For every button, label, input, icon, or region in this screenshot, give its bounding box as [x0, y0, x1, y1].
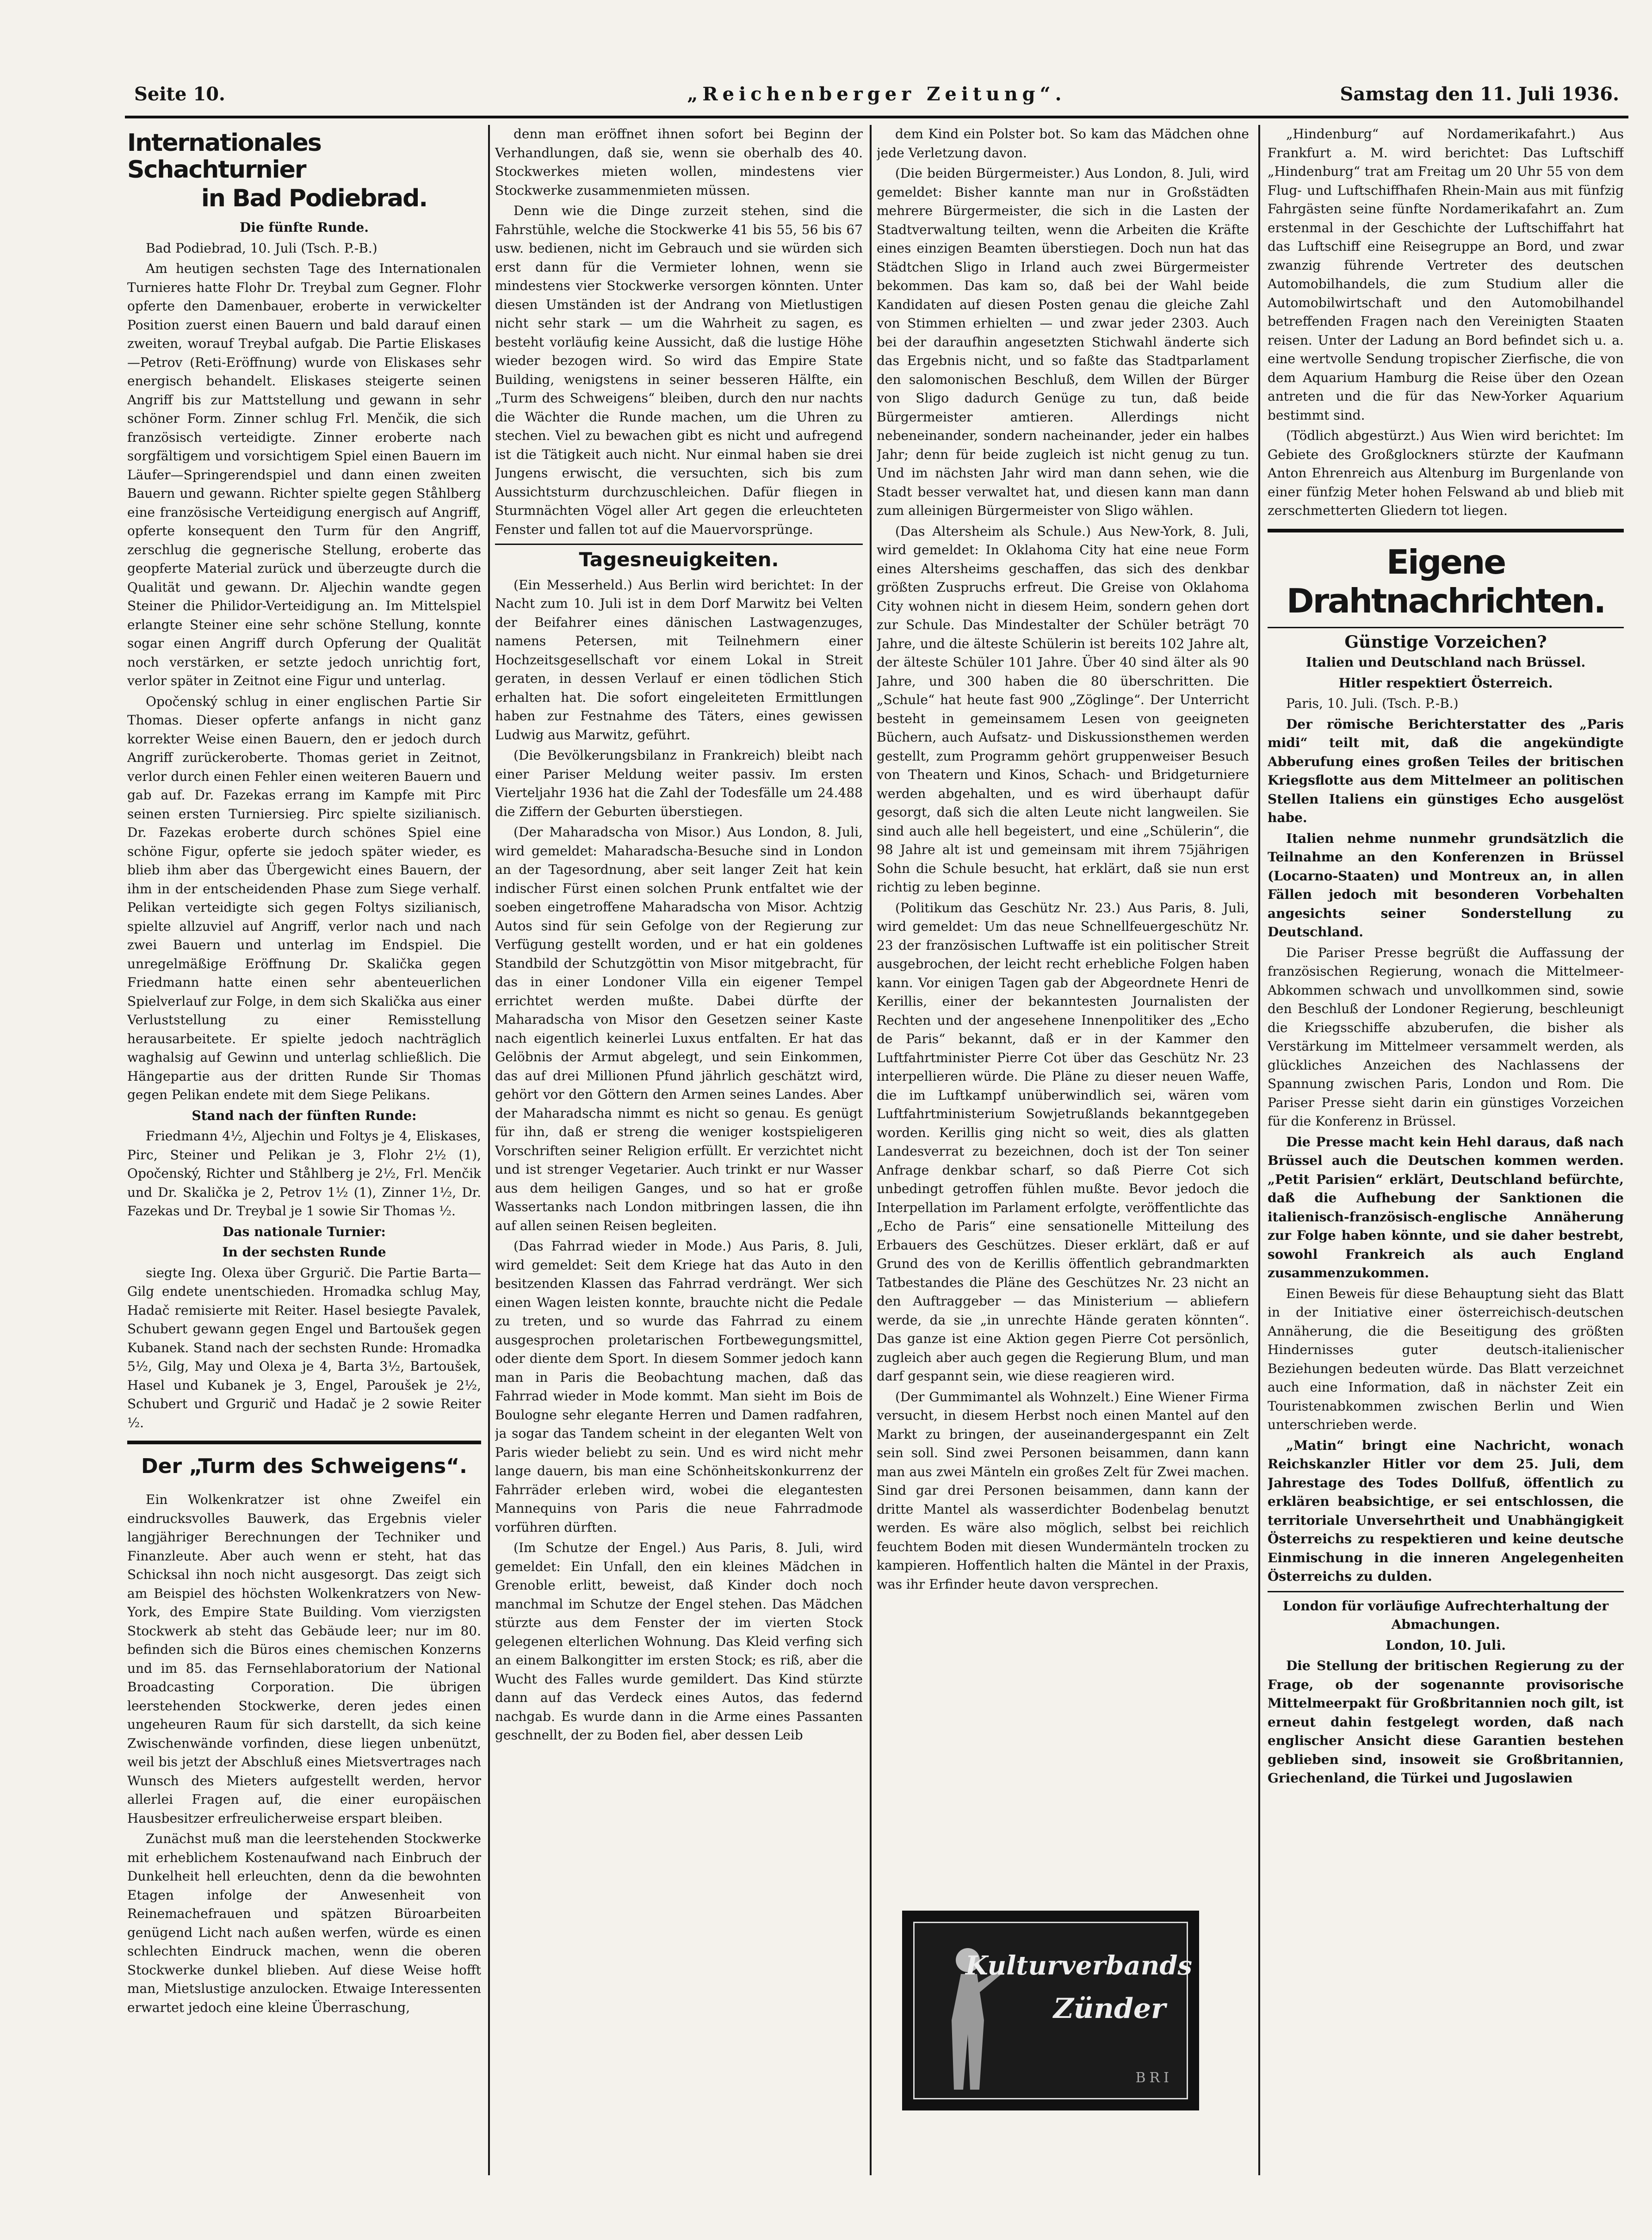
wire-paragraph: Die Stellung der britischen Regierung zu der Frage, ob der sogenannte provisorische Mittelmeerpakt für Großbritannien noch gilt, ist erneut dahin festgelegt worden, daß nach englischer Ansicht diese Garantien bestehen geblieben sind, insoweit sie Großbritannien, Griechenland, die Türkei und Jugoslawien	[1268, 1658, 1624, 1786]
news-item: dem Kind ein Polster bot. So kam das Mädchen ohne jede Verletzung davon.	[877, 126, 1249, 161]
newspaper-title: „Reichenberger Zeitung“.	[687, 83, 1066, 105]
section-divider	[495, 544, 863, 545]
ad-brand: BRI	[1135, 2070, 1173, 2086]
turm-paragraph: Denn wie die Dinge zurzeit stehen, sind die Fahrstühle, welche die Stockwerke 41 bis 55, 56 bis 67 usw. bedienen, nicht im Gebrauch und sie würden sich erst dann für die Vermieter lohnen, wenn sie mindestens vier Stockwerke versorgen könnten. Unter diesen Umständen ist der Andrang von Mietlustigen nicht sehr stark — um die Wahrheit zu sagen, es besteht vorläufig keine Aussicht, daß die lustige Höhe wieder bezogen wird. So wird das Empire State Building, wenigstens in seiner besseren Hälfte, ein „Turm des Schweigens“ bleiben, durch den nur nachts die Wächter die Runde machen, um die Uhren zu stechen. Viel zu bewachen gibt es nicht und aufregend ist die Tätigkeit auch nicht. Nur einmal haben sie drei Jungens erwischt, die versuchten, sich bis zum Aussichtsturm durchzuschleichen. Dafür fliegen in Sturmnächten Vögel aller Art gegen die erleuchteten Fenster und fallen tot auf die Mauervorsprünge.	[495, 203, 863, 537]
page-number: Seite 10.	[134, 83, 225, 105]
ad-frame	[913, 1922, 1193, 2099]
section-divider	[1268, 627, 1624, 628]
column-rule	[1258, 125, 1260, 2175]
wire-paragraph: Die Presse macht kein Hehl daraus, daß nach Brüssel auch die Deutschen kommen werden. „Petit Parisien“ erklärt, Deutschland befürchte, daß die Aufhebung der Sanktionen die italienisch-französisch-englische Annäherung zur Folge haben könnte, und sie daher bestrebt, sowohl Frankreich als auch England zusammenzukommen.	[1268, 1134, 1624, 1281]
wire-paragraph: Einen Beweis für diese Behauptung sieht das Blatt in der Initiative einer österreichisch-deutschen Annäherung, die die Beseitigung des größten Hindernisses guter deutsch-italienischer Beziehungen bedeuten würde. Das Blatt verzeichnet auch eine Information, daß in nächster Zeit ein Touristenabkommen zwischen Berlin und Wien unterschrieben werde.	[1268, 1286, 1624, 1432]
news-item: (Die beiden Bürgermeister.) Aus London, 8. Juli, wird gemeldet: Bisher kannte man nur in Großstädten mehrere Bürgermeister, die sich in die Lasten der Stadtverwaltung teilten, wenn die Arbeiten die Kräfte eines einzigen Beamten überstiegen. Doch nun hat das Städtchen Sligo in Irland auch zwei Bürgermeister bekommen. Das kam so, daß bei der Wahl beide Kandidaten auf diesen Posten genau die gleiche Zahl von Stimmen erhielten — und zwar jeder 2303. Auch bei der daraufhin angesetzten Stichwahl änderte sich das Ergebnis nicht, und so faßte das Stadtparlament den salomonischen Beschluß, dem Willen der Bürger von Sligo dadurch Genüge zu tun, daß beide Bürgermeister amtieren. Allerdings nicht nebeneinander, sondern nacheinander, jeder ein halbes Jahr; denn für beide zugleich ist nicht genug zu tun. Und im nächsten Jahr wird man dann sehen, wie die Stadt besser verwaltet hat, und diesen kann man dann zum alleinigen Bürgermeister von Sligo wählen.	[877, 166, 1249, 518]
news-item: (Im Schutze der Engel.) Aus Paris, 8. Juli, wird gemeldet: Ein Unfall, den ein kleines Mädchen in Grenoble erlitt, beweist, daß Kinder doch noch manchmal im Schutze der Engel stehen. Das Mädchen stürzte aus dem Fenster der im vierten Stock gelegenen elterlichen Wohnung. Das Kleid verfing sich an einem Balkongitter im ersten Stock; es riß, aber die Wucht des Falles wurde gemildert. Das Kind stürzte dann auf das Verdeck eines Autos, das federnd nachgab. Es wurde dann in die Arme eines Passanten geschnellt, der zu Boden fiel, aber dessen Leib	[495, 1540, 863, 1743]
national-round-heading: In der sechsten Runde	[222, 1244, 386, 1260]
column-1	[127, 125, 481, 2194]
ad-subline: Zünder	[1053, 1992, 1166, 2025]
wire-paragraph: Der römische Berichterstatter des „Paris midi“ teilt mit, daß die angekündigte Abberufung eines großen Teiles der britischen Kriegsflotte aus dem Mittelmeer an politischen Stellen Italiens ein günstiges Echo ausgelöst habe.	[1268, 716, 1624, 825]
news-item: (Politikum das Geschütz Nr. 23.) Aus Paris, 8. Juli, wird gemeldet: Um das neue Schnellfeuergeschütz Nr. 23 der französischen Luftwaffe ist ein politischer Streit ausgebrochen, der leicht recht erhebliche Folgen haben kann. Vor einigen Tagen gab der Abgeordnete Henri de Kerillis, einer der bekanntesten Journalisten der Rechten und der angesehene Innenpolitiker des „Echo de Paris“ bekannt, daß er in der Kammer den Luftfahrtminister Pierre Cot über das Geschütz Nr. 23 interpellieren würde. Die Pläne zu dieser neuen Waffe, die im Luftkampf unüberwindlich sei, wären vom Luftfahrtministerium Sowjetrußlands bekanntgegeben worden. Kerillis ging nicht so weit, dies als glatten Landesverrat zu bezeichnen, doch ist der Ton seiner Anfrage denkbar scharf, so daß Pierre Cot sich unbedingt getroffen fühlen mußte. Bevor jedoch die Interpellation im Parlament erfolgte, veröffentlichte das „Echo de Paris“ eine sensationelle Mitteilung des Erbauers des Geschützes. Dieser erklärt, daß er auf Grund des von de Kerillis öffentlich gebrandmarkten Tatbestandes die Pläne des Geschützes Nr. 23 nicht an den Auftraggeber — das Ministerium — abliefern werde, da sie „in unrechte Hände geraten könnten“. Das ganze ist eine Aktion gegen Pierre Cot persönlich, zugleich aber auch gegen die Regierung Blum, und man darf gespannt sein, wie diese reagieren wird.	[877, 900, 1249, 1384]
issue-date: Samstag den 11. Juli 1936.	[1340, 83, 1619, 105]
wire-paragraph: „Matin“ bringt eine Nachricht, wonach Reichskanzler Hitler vor dem 25. Juli, dem Jahrestage des Todes Dollfuß, öffentlich zu erklären beabsichtige, er sei entschlossen, die territoriale Unversehrtheit und Unabhängigkeit Österreichs zu respektieren und keine deutsche Einmischung in die inneren Angelegenheiten Österreichs zu dulden.	[1268, 1437, 1624, 1584]
turm-article-title: Der „Turm des Schweigens“.	[141, 1454, 467, 1478]
london-heading: London für vorläufige Aufrechterhaltung der Abmachungen.	[1282, 1598, 1609, 1632]
vorzeichen-subtitle-2: Hitler respektiert Österreich.	[1338, 675, 1553, 691]
column-2	[495, 125, 863, 2194]
news-item: (Der Gummimantel als Wohnzelt.) Eine Wiener Firma versucht, in diesem Herbst noch einen Mantel auf den Markt zu bringen, der auseinandergespannt ein Zelt sein soll. Sind zwei Personen beisammen, dann kann man aus zwei Mänteln ein großes Zelt für Zwei machen. Sind gar drei Personen beisammen, dann kann der dritte Mantel als wasserdichter Bodenbelag benutzt werden. Es wäre also möglich, selbst bei reichlich feuchtem Boden mit diesen Wundermänteln trocken zu kampieren. Hoffentlich halten die Mäntel in der Praxis, was ihr Erfinder heute davon versprechen.	[877, 1389, 1249, 1592]
chess-paragraph: Opočenský schlug in einer englischen Partie Sir Thomas. Dieser opferte anfangs in nicht ganz korrekter Weise einen Bauern, den er jedoch durch Angriff zurückeroberte. Thomas geriet in Zeitnot, verlor durch einen Fehler einen weiteren Bauern und gab auf. Dr. Fazekas errang im Kampfe mit Pirc seinen ersten Turniersieg. Pirc spielte sizilianisch. Dr. Fazekas eroberte durch schönes Spiel eine schöne Figur, opferte sie jedoch später wieder, es blieb ihm aber das Übergewicht eines Bauern, der ihm in der entscheidenden Phase zum Siege verhalf. Pelikan verteidigte sich gegen Foltys sizilianisch, spielte allzuviel auf Angriff, verlor nach und nach zwei Bauern und unterlag im Endspiel. Die unregelmäßige Eröffnung Dr. Skalička gegen Friedmann hatte einen sehr abenteuerlichen Spielverlauf zur Folge, in dem sich Skalička aus einer Verluststellung zu einer Remisstellung herausarbeitete. Er spielte jedoch nachträglich waghalsig auf Gewinn und unterlag schließlich. Die Hängepartie aus der dritten Runde Sir Thomas gegen Pelikan endete mit dem Siege Pelikans.	[127, 693, 481, 1102]
vorzeichen-subtitle-1: Italien und Deutschland nach Brüssel.	[1306, 655, 1586, 670]
header-rule	[125, 116, 1628, 118]
news-item: „Hindenburg“ auf Nordamerikafahrt.) Aus Frankfurt a. M. wird berichtet: Das Luftschiff „Hindenburg“ trat am Freitag um 20 Uhr 55 von dem Flug- und Luftschiffhafen Rhein-Main aus mit fünfzig Fahrgästen seine fünfte Nordamerikafahrt an. Zum erstenmal in der Geschichte der Luftschiffahrt hat das Luftschiff eine Reisegruppe an Bord, und zwar zwanzig führende Vertreter des deutschen Automobilhandels, die zum Studium aller die Automobilwirtschaft und den Automobilhandel betreffenden Fragen nach den Vereinigten Staaten reisen. Unter der Ladung an Bord befindet sich u. a. eine wertvolle Sendung tropischer Zierfische, die von dem Aquarium Hamburg die Reise über den Ozean antreten und die für das New-Yorker Aquarium bestimmt sind.	[1268, 126, 1624, 423]
tagesneuigkeiten-title: Tagesneuigkeiten.	[579, 548, 779, 571]
chess-dateline: Bad Podiebrad, 10. Juli (Tsch. P.-B.)	[146, 240, 377, 256]
dateline-london: London, 10. Juli.	[1386, 1637, 1506, 1653]
chess-paragraph: Am heutigen sechsten Tage des Internationalen Turnieres hatte Flohr Dr. Treybal zum Gegner. Flohr opferte den Damenbauer, eroberte in verwickelter Position zuerst einen Bauern und bald darauf einen zweiten, worauf Treybal aufgab. Die Partie Eliskases—Petrov (Reti-Eröffnung) wurde von Eliskases sehr energisch behandelt. Eliskases steigerte seinen Angriff bis zur Mattstellung und gewann in sehr schöner Form. Zinner schlug Frl. Menčik, die sich französisch verteidigte. Zinner eroberte nach sorgfältigem und vorsichtigem Spiel einen Bauern im Läufer—Springerendspiel und dann einen zweiten Bauern und gewann. Richter spielte gegen Ståhlberg eine französische Verteidigung energisch auf Angriff, opferte konsequent den Turm für den Angriff, zerschlug die gegnerische Stellung, eroberte das geopferte Material zurück und überzeugte durch die Qualität und gewann. Dr. Aljechin wandte gegen Steiner die Philidor-Verteidigung an. Im Mittelspiel erlangte Steiner eine sehr schöne Stellung, konnte sogar einen Angriff durch Opferung der Qualität noch verstärken, er setzte jedoch unrichtig fort, verlor später in Zeitnot eine Figur und unterlag.	[127, 261, 481, 688]
turm-paragraph: Ein Wolkenkratzer ist ohne Zweifel ein eindrucksvolles Bauwerk, das Ergebnis vieler langjähriger Berechnungen der Techniker und Finanzleute. Aber auch wenn er steht, hat das Schicksal ihn noch nicht ausgesorgt. Das zeigt sich am Beispiel des höchsten Wolkenkratzers von New-York, des Empire State Building. Vom vierzigsten Stockwerk ab steht das Gebäude leer; nur im 80. befinden sich die Büros eines chemischen Konzerns und im 85. das Fernsehlaboratorium der National Broadcasting Corporation. Die übrigen leerstehenden Stockwerke, deren jedes einen ungeheuren Raum für sich darstellt, da sich keine Zwischenwände vorfinden, diese liegen unbenützt, weil bis jetzt der Abschluß eines Mietsvertrages nach Wunsch des Mieters aufgestellt werden, hervor allerlei Fragen auf, die einer europäischen Hausbesitzer erfreulicherweise erspart bleiben.	[127, 1492, 481, 1826]
ad-headline: Kulturverbands	[965, 1950, 1193, 1981]
drahtnachrichten-title: Eigene Drahtnachrichten.	[1286, 542, 1605, 620]
news-item: (Ein Messerheld.) Aus Berlin wird berichtet: In der Nacht zum 10. Juli ist in dem Dorf Marwitz bei Velten der Beifahrer eines dänischen Lastwagenzuges, namens Petersen, mit Teilnehmern einer Hochzeitsgesellschaft vor einem Lokal in Streit geraten, in dessen Verlauf er einen tödlichen Stich erhalten hat. Die sofort eingeleiteten Ermittlungen haben zur Festnahme des Täters, eines gewissen Ludwig aus Marwitz, geführt.	[495, 577, 863, 743]
column-rule	[870, 125, 872, 2175]
news-item: (Das Altersheim als Schule.) Aus New-York, 8. Juli, wird gemeldet: In Oklahoma City hat eine neue Form eines Altersheims geschaffen, das sich des denkbar größten Zuspruchs erfreut. Die Greise von Oklahoma City wohnen nicht in diesem Heim, sondern gehen dort zur Schule. Das Mindestalter der Schüler beträgt 70 Jahre, und die älteste Schülerin ist bereits 102 Jahre alt, der älteste Schüler 101 Jahre. Über 40 sind älter als 90 Jahre, und 300 haben die 80 überschritten. Die „Schule“ hat heute fast 900 „Zöglinge“. Der Unterricht besteht in gemeinsamem Lesen von geeigneten Büchern, auch Aufsatz- und Diskussionsthemen werden gestellt, zum Programm gehört gruppenweiser Besuch von Theatern und Kinos, Schach- und Bridgeturniere werden abgehalten, und es wird überhaupt dafür gesorgt, daß sich die alten Leute nicht langweilen. Sie sind auch alle hell begeistert, und eine „Schülerin“, die 98 Jahre alt ist und gemeinsam mit ihrem 75jährigen Sohn die Schule besucht, hat erklärt, daß sie nun erst richtig zu leben beginne.	[877, 523, 1249, 895]
standings-heading: Stand nach der fünften Runde:	[192, 1108, 417, 1123]
section-divider	[127, 1441, 481, 1444]
news-item: (Tödlich abgestürzt.) Aus Wien wird berichtet: Im Gebiete des Großglockners stürzte der Kaufmann Anton Ehrenreich aus Altenburg im Burgenlande von einer fünfzig Meter hohen Felswand ab und blieb mit zerschmetterten Gliedern tot liegen.	[1268, 428, 1624, 518]
turm-paragraph: Zunächst muß man die leerstehenden Stockwerke mit erheblichem Kostenaufwand nach Einbruch der Dunkelheit hell erleuchten, denn da die bewohnten Etagen infolge der Anwesenheit von Reinemachefrauen und spätzen Büroarbeiten genügend Licht nach außen werfen, würde es einen schlechten Eindruck machen, wenn die oberen Stockwerke dunkel blieben. Auf diese Weise hofft man, Mietslustige anzulocken. Etwaige Interessenten erwartet jedoch eine kleine Überraschung,	[127, 1831, 481, 2015]
news-item: (Das Fahrrad wieder in Mode.) Aus Paris, 8. Juli, wird gemeldet: Seit dem Kriege hat das Auto in den besitzenden Klassen das Fahrrad verdrängt. Wer sich einen Wagen leisten konnte, brauchte nicht die Pedale zu treten, und so wurde das Fahrrad zu einem ausgesprochen proletarischen Fortbewegungsmittel, oder diente dem Sport. In diesem Sommer jedoch kann man in Paris die Beobachtung machen, daß das Fahrrad wieder in Mode kommt. Man sieht im Bois de Boulogne sehr elegante Herren und Damen radfahren, ja sogar das Tandem scheint in der eleganten Welt von Paris wieder beliebt zu sein. Und es wird nicht mehr lange dauern, bis man eine Schönheitskonkurrenz der Fahrräder erleben wird, wobei die elegantesten Mannequins von Paris die neue Fahrradmode vorführen dürften.	[495, 1238, 863, 1535]
wire-paragraph: Italien nehme nunmehr grundsätzlich die Teilnahme an den Konferenzen in Brüssel (Locarno-Staaten) und Montreux an, in allen Fällen jedoch mit besonderen Vorbehalten angesichts seiner Sonderstellung zu Deutschland.	[1268, 830, 1624, 940]
news-item: (Die Bevölkerungsbilanz in Frankreich) bleibt nach einer Pariser Meldung weiter passiv. Im ersten Vierteljahr 1936 hat die Zahl der Todesfälle um 24.488 die Ziffern der Geburten überstiegen.	[495, 748, 863, 819]
national-heading: Das nationale Turnier:	[223, 1224, 386, 1239]
national-text: siegte Ing. Olexa über Grgurič. Die Partie Barta—Gilg endete unentschieden. Hromadka schlug May, Hadač remisierte mit Reiter. Hasel besiegte Pavalek, Schubert gewann gegen Engel und Bartoušek gegen Kubanek. Stand nach der sechsten Runde: Hromadka 5½, Gilg, May und Olexa je 4, Barta 3½, Bartoušek, Hasel und Kubanek je 3, Engel, Paroušek je 2½, Schubert und Grgurič und Hadač je 2 sowie Reiter ½.	[127, 1265, 481, 1430]
vorzeichen-title: Günstige Vorzeichen?	[1344, 632, 1547, 652]
turm-paragraph: denn man eröffnet ihnen sofort bei Beginn der Verhandlungen, daß sie, wenn sie oberhalb des 40. Stockwerkes mieten wollen, mindestens vier Stockwerke zusammenmieten müssen.	[495, 126, 863, 198]
column-3	[877, 125, 1249, 1907]
standings-text: Friedmann 4½, Aljechin und Foltys je 4, Eliskases, Pirc, Steiner und Pelikan je 3, Flohr 2½ (1), Opočenský, Richter und Ståhlberg je 2½, Frl. Menčik und Dr. Skalička je 2, Petrov 1½ (1), Zinner 1½, Dr. Fazekas und Dr. Treybal je 1 sowie Sir Thomas ½.	[127, 1128, 481, 1219]
round-heading: Die fünfte Runde.	[240, 220, 369, 235]
page-header	[134, 79, 1619, 111]
chess-article-title-line1: Internationales Schachturnier	[127, 129, 321, 184]
advertisement	[902, 1911, 1199, 2110]
column-rule	[488, 125, 490, 2175]
news-item: (Der Maharadscha von Misor.) Aus London, 8. Juli, wird gemeldet: Maharadscha-Besuche sind in London an der Tagesordnung, aber seit langer Zeit hat kein indischer Fürst einen solchen Prunk entfaltet wie der soeben eingetroffene Maharadscha von Misor. Achtzig Autos sind für sein Gefolge von der Regierung zur Verfügung gestellt worden, und er hat ein goldenes Standbild der Schutzgöttin von Misor mitgebracht, für das in einer Londoner Villa ein eigener Tempel errichtet werden mußte. Dabei dürfte der Maharadscha von Misor den Gesetzen seiner Kaste nach eigentlich keinerlei Luxus entfalten. Er hat das Gelöbnis der Armut abgelegt, und sein Einkommen, das auf drei Millionen Pfund jährlich geschätzt wird, gehört vor den Göttern den Armen seines Landes. Aber der Maharadscha nimmt es nicht so genau. Es genügt für ihn, daß er streng die weniger kostspieligeren Vorschriften seiner Religion erfüllt. Er verzichtet nicht und ist strenger Vegetarier. Auch trinkt er nur Wasser aus dem heiligen Ganges, und so hat er große Wassertanks nach London mitbringen lassen, die ihn auf allen seinen Reisen begleiten.	[495, 824, 863, 1233]
column-4	[1268, 125, 1624, 2194]
wire-paragraph: Die Pariser Presse begrüßt die Auffassung der französischen Regierung, wonach die Mittelmeer-Abkommen schwach und unvollkommen sind, sowie den Beschluß der Londoner Regierung, beschleunigt die Kriegsschiffe abzuberufen, die bisher als Verstärkung im Mittelmeer versammelt werden, als glückliches Anzeichen des Nachlassens der Spannung zwischen Paris, London und Rom. Die Pariser Presse sieht darin ein günstiges Vorzeichen für die Konferenz in Brüssel.	[1268, 945, 1624, 1129]
section-divider	[1268, 529, 1624, 532]
chess-article-title-line2: in Bad Podiebrad.	[201, 185, 427, 212]
section-divider	[1268, 1591, 1624, 1592]
dateline-paris: Paris, 10. Juli. (Tsch. P.-B.)	[1286, 696, 1459, 711]
